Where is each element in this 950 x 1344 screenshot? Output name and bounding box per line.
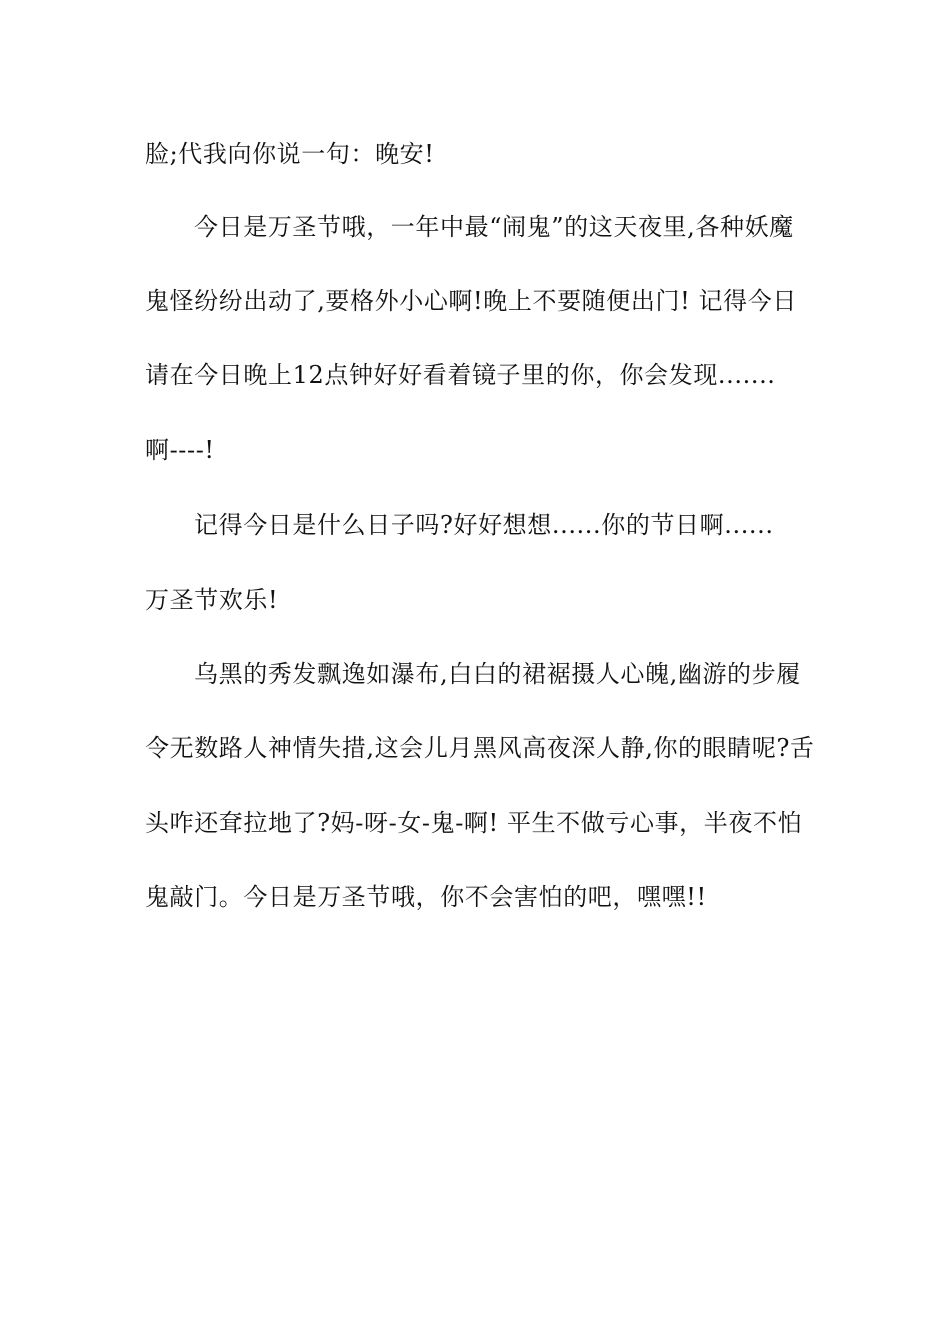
text-line: 脸;代我向你说一句：晚安!: [145, 140, 435, 168]
text-line: 鬼怪纷纷出动了,要格外小心啊!晚上不要随便出门! 记得今日: [145, 287, 797, 315]
text-line: 今日是万圣节哦，一年中最“闹鬼”的这天夜里,各种妖魔: [194, 213, 794, 241]
text-line: 头咋还耷拉地了?妈-呀-女-鬼-啊! 平生不做亏心事，半夜不怕: [145, 809, 803, 837]
text-line: 啊----!: [145, 436, 215, 464]
text-line: 万圣节欢乐!: [145, 586, 279, 614]
text-line: 记得今日是什么日子吗?好好想想......你的节日啊......: [194, 511, 774, 539]
text-line: 乌黑的秀发飘逸如瀑布,白白的裙裾摄人心魄,幽游的步履: [194, 660, 801, 688]
text-line: 令无数路人神情失措,这会儿月黑风高夜深人静,你的眼睛呢?舌: [145, 734, 815, 762]
text-line: 鬼敲门。今日是万圣节哦，你不会害怕的吧，嘿嘿!!: [145, 883, 707, 911]
text-line: 请在今日晚上12点钟好好看着镜子里的你，你会发现.......: [145, 361, 776, 389]
